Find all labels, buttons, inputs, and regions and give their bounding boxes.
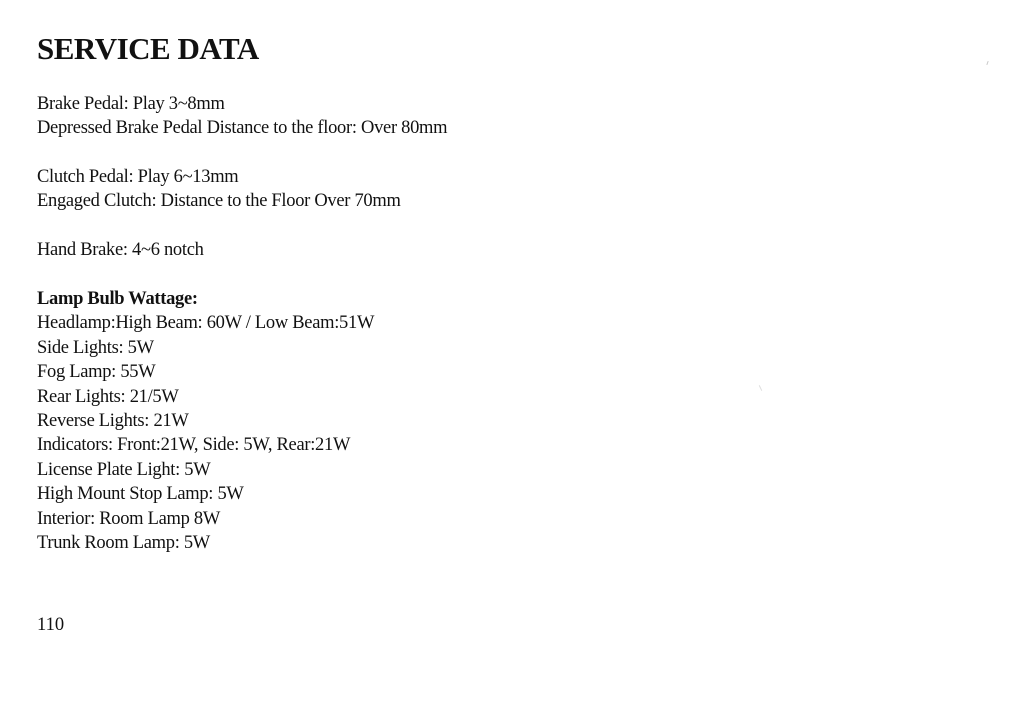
lamp-bulb-wattage-heading: Lamp Bulb Wattage: (37, 289, 198, 309)
clutch-section (37, 165, 401, 214)
clutch-pedal-play: Clutch Pedal: Play 6~13mm (37, 167, 239, 187)
lamp-item-interior-room-lamp: Interior: Room Lamp 8W (37, 508, 220, 529)
lamp-bulb-wattage-section (37, 287, 374, 555)
page-number: 110 (37, 615, 65, 635)
brake-pedal-play: Brake Pedal: Play 3~8mm (37, 94, 225, 114)
page-title: SERVICE DATA (37, 31, 259, 66)
scan-speck (986, 61, 988, 65)
lamp-item-fog-lamp: Fog Lamp: 55W (37, 362, 156, 383)
brake-pedal-depressed-distance: Depressed Brake Pedal Distance to the floor: Over 80mm (37, 118, 448, 139)
brake-section (37, 92, 447, 141)
lamp-item-trunk-room-lamp: Trunk Room Lamp: 5W (37, 532, 210, 553)
hand-brake-section (37, 238, 204, 262)
lamp-item-reverse-lights: Reverse Lights: 21W (37, 410, 189, 431)
lamp-item-license-plate-light: License Plate Light: 5W (37, 459, 211, 480)
lamp-item-headlamp: Headlamp:High Beam: 60W / Low Beam:51W (37, 313, 375, 334)
lamp-item-high-mount-stop-lamp: High Mount Stop Lamp: 5W (37, 484, 244, 505)
lamp-item-side-lights: Side Lights: 5W (37, 337, 154, 358)
lamp-item-rear-lights: Rear Lights: 21/5W (37, 386, 179, 407)
lamp-item-indicators: Indicators: Front:21W, Side: 5W, Rear:21W (37, 435, 351, 456)
clutch-engaged-distance: Engaged Clutch: Distance to the Floor Over 70mm (37, 191, 401, 212)
scan-speck (759, 385, 762, 391)
hand-brake-notch: Hand Brake: 4~6 notch (37, 240, 204, 260)
